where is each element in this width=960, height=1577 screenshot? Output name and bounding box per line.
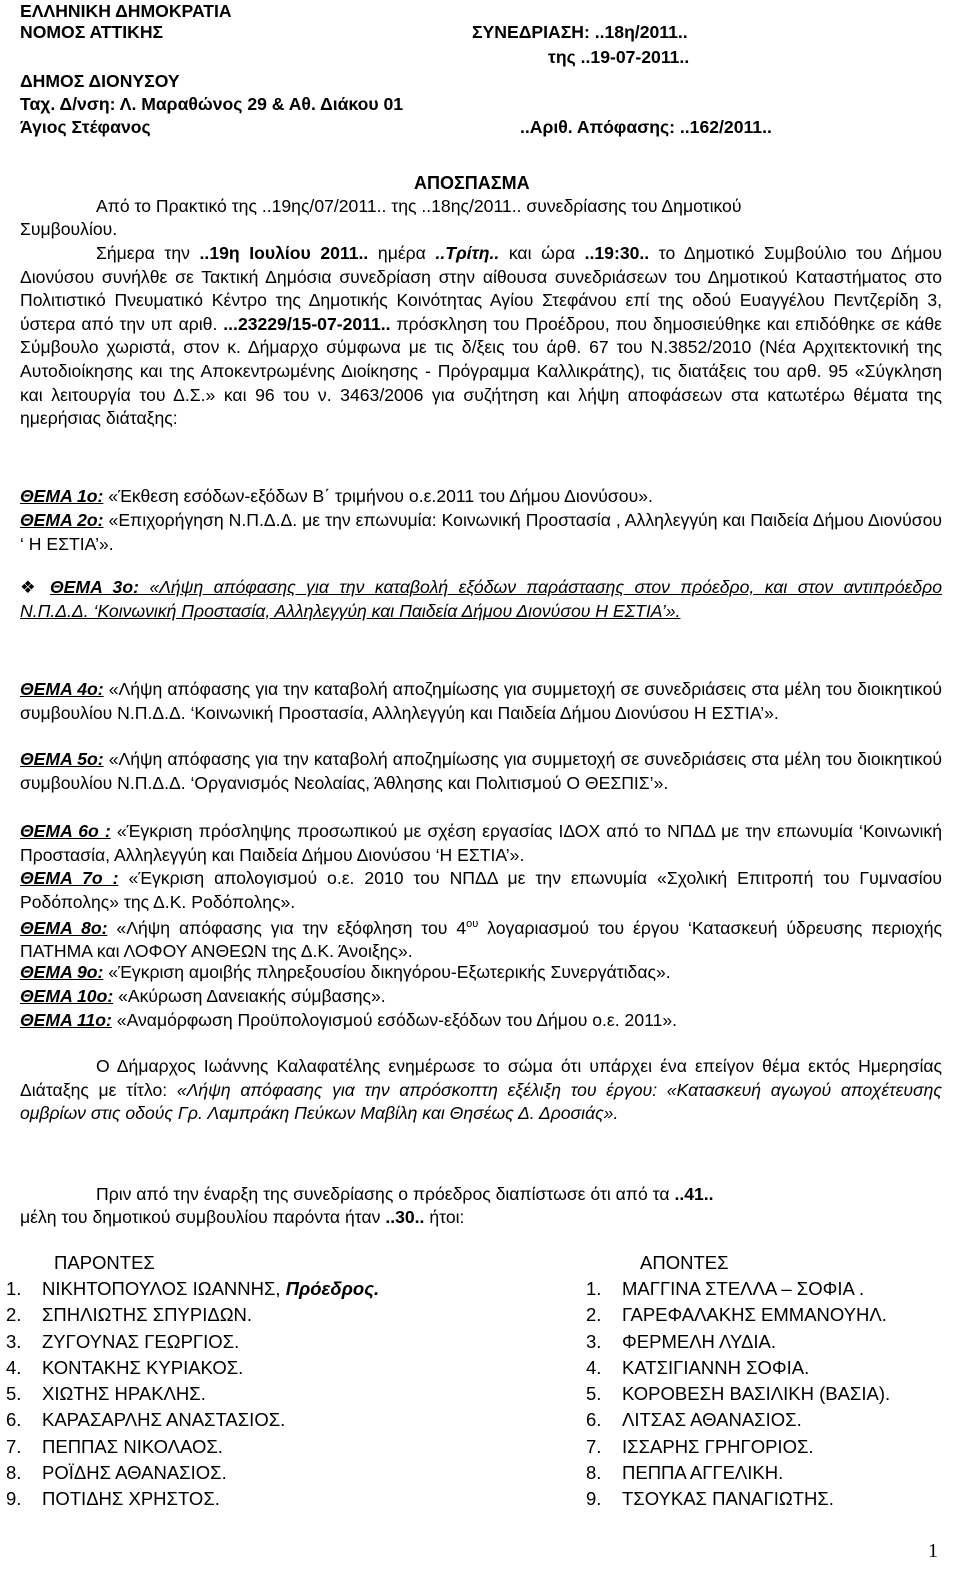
list-item — [586, 1460, 890, 1486]
text-span: Ο Δήμαρχος Ιωάννης Καλαφατέλης ενημέρωσε το σώμα ότι υπάρχει ένα επείγον θέμα εκτός Ημερησίας Διάταξης με τίτλο: — [20, 1056, 942, 1100]
list-item — [586, 1355, 890, 1381]
topic-1 — [20, 485, 942, 509]
list-number: 9. — [586, 1488, 602, 1510]
member-name: ΜΑΓΓΙΝΑ ΣΤΕΛΛΑ – ΣΟΦΙΑ . — [622, 1278, 865, 1299]
intro-line-1: Από το Πρακτικό της ..19ης/07/2011.. της ..18ης/2011.. συνεδρίασης του Δημοτικού — [96, 196, 742, 216]
list-item — [6, 1355, 379, 1381]
topic-label: ΘΕΜΑ 8ο: — [20, 917, 108, 938]
present-members: ..30.. — [385, 1207, 425, 1227]
text-span: ήτοι: — [424, 1207, 465, 1227]
topic-6 — [20, 820, 942, 867]
list-item — [6, 1302, 379, 1328]
topic-label: ΘΕΜΑ 1ο: — [20, 486, 104, 506]
member-name: ΚΑΡΑΣΑΡΛΗΣ ΑΝΑΣΤΑΣΙΟΣ. — [42, 1409, 286, 1431]
present-heading: ΠΑΡΟΝΤΕΣ — [54, 1252, 155, 1273]
session-weekday: ..Τρίτη.. — [435, 243, 500, 263]
topic-text: «Λήψη απόφασης για την εξόφληση του 4 — [107, 917, 467, 938]
list-item — [6, 1486, 379, 1512]
topic-3 — [20, 576, 942, 623]
intro-line-2: Συμβουλίου. — [20, 219, 118, 239]
urgent-item-title: «Λήψη απόφασης για την απρόσκοπτη εξέλιξη του έργου: «Κατασκευή αγωγού αποχέτευσης ομβρίων στις οδούς Γρ. Λαμπράκη Πεύκων Μαβίλη και Θησέως Δ. Δροσιάς». — [20, 1079, 942, 1124]
header-address: Ταχ. Δ/νση: Λ. Μαραθώνος 29 & Αθ. Διάκου 01 — [20, 94, 404, 114]
topic-text: «Έγκριση αμοιβής πληρεξουσίου δικηγόρου-Εξωτερικής Συνεργάτιδας». — [103, 962, 671, 982]
list-item — [586, 1381, 890, 1407]
topic-5 — [20, 748, 942, 795]
list-number: 4. — [586, 1356, 602, 1378]
list-number: 9. — [6, 1488, 22, 1510]
member-name: ΚΟΝΤΑΚΗΣ ΚΥΡΙΑΚΟΣ. — [42, 1356, 244, 1378]
topic-10 — [20, 985, 942, 1009]
attendance-line-1 — [96, 1183, 714, 1205]
topic-text: «Επιχορήγηση Ν.Π.Δ.Δ. με την επωνυμία: Κοινωνική Προστασία , Αλληλεγγύη και Παιδεία Δήμου Διονύσου ‘ Η ΕΣΤΙΑ’». — [20, 510, 942, 554]
text-span: το Δημοτικό Συμβούλιο του Δήμου Διονύσου συνήλθε σε Τακτική Δημόσια συνεδρίαση στην αίθουσα συνεδριάσεων του Δημοτικού Καταστήματος στο Πολιτιστικό Πνευματικό Κέντρο της Δημοτικής Κοινότητας Αγίου Στεφάνου επί της οδού Ευαγγέλου Πεντζερίδη 3, ύστερα από την υπ αριθ. — [20, 243, 942, 334]
topic-text: «Λήψη απόφασης για την καταβολή εξόδων παράστασης στον πρόεδρο, και στον αντιπρόεδρο Ν.Π.Δ.Δ. ‘Κοινωνική Προστασία, Αλληλεγγύη και Παιδεία Δήμου Διονύσου Η ΕΣΤΙΑ’». — [20, 577, 942, 621]
header-country: ΕΛΛΗΝΙΚΗ ΔΗΜΟΚΡΑΤΙΑ — [20, 1, 232, 21]
topic-text: «Αναμόρφωση Προϋπολογισμού εσόδων-εξόδων του Δήμου ο.ε. 2011». — [111, 1010, 678, 1030]
list-number: 6. — [6, 1409, 22, 1431]
session-time: ..19:30.. — [584, 243, 650, 263]
absent-heading: ΑΠΟΝΤΕΣ — [640, 1252, 729, 1273]
member-name: ΡΟΪΔΗΣ ΑΘΑΝΑΣΙΟΣ. — [42, 1462, 227, 1484]
diamond-bullet-icon: ❖ — [20, 577, 36, 597]
topic-text: «Έγκριση πρόσληψης προσωπικού με σχέση εργασίας ΙΔΟΧ από το ΝΠΔΔ με την επωνυμία ‘Κοινωνική Προστασία, Αλληλεγγύη και Παιδεία Δήμου Διονύσου ‘Η ΕΣΤΙΑ’». — [20, 821, 943, 865]
member-name: ΧΙΩΤΗΣ ΗΡΑΚΛΗΣ. — [42, 1383, 206, 1405]
superscript: ου — [466, 918, 479, 930]
member-name: ΠΕΠΠΑΣ ΝΙΚΟΛΑΟΣ. — [42, 1435, 223, 1457]
list-number: 1. — [6, 1278, 22, 1299]
list-number: 5. — [586, 1383, 602, 1405]
list-item — [586, 1302, 890, 1328]
topic-11 — [20, 1009, 942, 1033]
topic-label: ΘΕΜΑ 3ο: — [50, 577, 139, 597]
present-list — [6, 1276, 379, 1513]
text-span: Πριν από την έναρξη της συνεδρίασης ο πρόεδρος διαπίστωσε ότι από τα — [96, 1184, 675, 1204]
text-span: μέλη του δημοτικού συμβουλίου παρόντα ήταν — [20, 1207, 386, 1227]
topic-7 — [20, 867, 942, 914]
list-item — [586, 1407, 890, 1433]
header-municipality: ΔΗΜΟΣ ΔΙΟΝΥΣΟΥ — [20, 71, 180, 91]
list-number: 8. — [586, 1462, 602, 1484]
attendance-line-2 — [20, 1206, 464, 1228]
text-span: ημέρα — [368, 243, 436, 263]
text-span: και ώρα — [499, 243, 585, 263]
page-number: 1 — [928, 1540, 938, 1562]
list-number: 2. — [586, 1304, 602, 1326]
member-name: ΓΑΡΕΦΑΛΑΚΗΣ ΕΜΜΑΝΟΥΗΛ. — [622, 1304, 887, 1326]
list-item — [6, 1381, 379, 1407]
header-locality: Άγιος Στέφανος — [20, 117, 151, 137]
member-name: ΛΙΤΣΑΣ ΑΘΑΝΑΣΙΟΣ. — [622, 1409, 802, 1431]
list-number: 8. — [6, 1462, 22, 1484]
member-name: ΙΣΣΑΡΗΣ ΓΡΗΓΟΡΙΟΣ. — [622, 1435, 814, 1457]
list-item — [6, 1329, 379, 1355]
urgent-item-paragraph — [20, 1055, 942, 1126]
topic-text: «Έκθεση εσόδων-εξόδων Β΄ τριμήνου ο.ε.2011 του Δήμου Διονύσου». — [103, 486, 653, 506]
topic-text: «Έγκριση απολογισμού ο.ε. 2010 του ΝΠΔΔ με την επωνυμία «Σχολική Επιτροπή του Γυμνασίου Ροδόπολης» της Δ.Κ. Ροδόπολης». — [20, 868, 943, 912]
member-name: ΦΕΡΜΕΛΗ ΛΥΔΙΑ. — [622, 1330, 776, 1352]
member-name: ΚΟΡΟΒΕΣΗ ΒΑΣΙΛΙΚΗ (ΒΑΣΙΑ). — [622, 1383, 891, 1405]
list-number: 6. — [586, 1409, 602, 1431]
member-role: Πρόεδρος. — [285, 1278, 380, 1299]
list-number: 5. — [6, 1383, 22, 1405]
list-number: 7. — [6, 1435, 22, 1457]
topic-text: «Λήψη απόφασης για την καταβολή αποζημίωσης για συμμετοχή σε συνεδριάσεις στα μέλη του διοικητικού συμβουλίου Ν.Π.Δ.Δ. ‘Οργανισμός Νεολαίας, Άθλησης και Πολιτισμού Ο ΘΕΣΠΙΣ’». — [20, 749, 942, 793]
session-paragraph — [20, 242, 942, 431]
member-name: ΤΣΟΥΚΑΣ ΠΑΝΑΓΙΩΤΗΣ. — [622, 1488, 834, 1510]
member-name: ΝΙΚΗΤΟΠΟΥΛΟΣ ΙΩΑΝΝΗΣ, — [42, 1278, 286, 1299]
list-number: 7. — [586, 1435, 602, 1457]
topic-text: «Λήψη απόφασης για την καταβολή αποζημίωσης για συμμετοχή σε συνεδριάσεις στα μέλη του διοικητικού συμβουλίου Ν.Π.Δ.Δ. ‘Κοινωνική Προστασία, Αλληλεγγύη και Παιδεία Δήμου Διονύσου Η ΕΣΤΙΑ’». — [20, 679, 942, 723]
document-title: ΑΠΟΣΠΑΣΜΑ — [414, 173, 530, 193]
invitation-number: ...23229/15-07-2011.. — [223, 313, 391, 334]
list-item — [6, 1434, 379, 1460]
topic-9 — [20, 961, 942, 985]
list-number: 4. — [6, 1356, 22, 1378]
session-number: ΣΥΝΕΔΡΙΑΣΗ: ..18η/2011.. — [472, 22, 688, 42]
topic-label: ΘΕΜΑ 6ο : — [20, 821, 111, 841]
topic-label: ΘΕΜΑ 10ο: — [20, 986, 114, 1006]
topic-4 — [20, 678, 942, 725]
topic-label: ΘΕΜΑ 2ο: — [20, 510, 104, 530]
topic-8 — [20, 913, 942, 964]
session-day: ..19η Ιουλίου 2011.. — [199, 243, 369, 263]
topic-text: λογαριασμού του έργου ‘Κατασκευή ύδρευσης περιοχής ΠΑΤΗΜΑ και ΛΟΦΟΥ ΑΝΘΕΩΝ της Δ.Κ. Άνοιξης». — [20, 917, 942, 962]
list-item — [6, 1460, 379, 1486]
topic-label: ΘΕΜΑ 7ο : — [20, 868, 119, 888]
total-members: ..41.. — [674, 1184, 714, 1204]
list-item — [6, 1407, 379, 1433]
list-item — [586, 1434, 890, 1460]
topic-text: «Ακύρωση Δανειακής σύμβασης». — [113, 986, 386, 1006]
list-number: 3. — [586, 1330, 602, 1352]
session-date: της ..19-07-2011.. — [548, 47, 690, 67]
list-item — [586, 1486, 890, 1512]
list-number: 3. — [6, 1330, 22, 1352]
decision-number: ..Αριθ. Απόφασης: ..162/2011.. — [520, 117, 772, 137]
member-name: ΠΟΤΙΔΗΣ ΧΡΗΣΤΟΣ. — [42, 1488, 220, 1510]
list-item — [6, 1276, 379, 1302]
member-name: ΣΠΗΛΙΩΤΗΣ ΣΠΥΡΙΔΩΝ. — [42, 1304, 253, 1326]
topic-2 — [20, 509, 942, 556]
topic-label: ΘΕΜΑ 9ο: — [20, 962, 104, 982]
topic-label: ΘΕΜΑ 11ο: — [20, 1010, 112, 1030]
absent-list — [586, 1276, 890, 1513]
list-item — [586, 1329, 890, 1355]
member-name: ΖΥΓΟΥΝΑΣ ΓΕΩΡΓΙΟΣ. — [42, 1330, 240, 1352]
list-number: 2. — [6, 1304, 22, 1326]
list-item — [586, 1276, 890, 1302]
text-span: πρόσκληση του Προέδρου, που δημοσιεύθηκε και επιδόθηκε σε κάθε Σύμβουλο χωριστά, στον κ. Δήμαρχο σύμφωνα με τις δ/ξεις του άρθ. 67 του Ν.3852/2010 (Νέα Αρχιτεκτονική της Αυτοδιοίκησης και της Αποκεντρωμένης Διοίκησης - Πρόγραμμα Καλλικράτης), τις διατάξεις του αρθ. 95 «Σύγκληση και λειτουργία του Δ.Σ.» και 96 του ν. 3463/2006 για συζήτηση και λήψη αποφάσεων στα κατωτέρω θέματα της ημερήσιας διάταξης: — [20, 313, 942, 429]
topic-label: ΘΕΜΑ 5ο: — [20, 749, 104, 769]
topic-label: ΘΕΜΑ 4ο: — [20, 679, 104, 699]
list-number: 1. — [586, 1278, 602, 1299]
header-prefecture: ΝΟΜΟΣ ΑΤΤΙΚΗΣ — [20, 22, 164, 42]
member-name: ΠΕΠΠΑ ΑΓΓΕΛΙΚΗ. — [622, 1462, 784, 1484]
member-name: ΚΑΤΣΙΓΙΑΝΝΗ ΣΟΦΙΑ. — [622, 1356, 810, 1378]
text-span: Σήμερα την — [96, 243, 200, 263]
